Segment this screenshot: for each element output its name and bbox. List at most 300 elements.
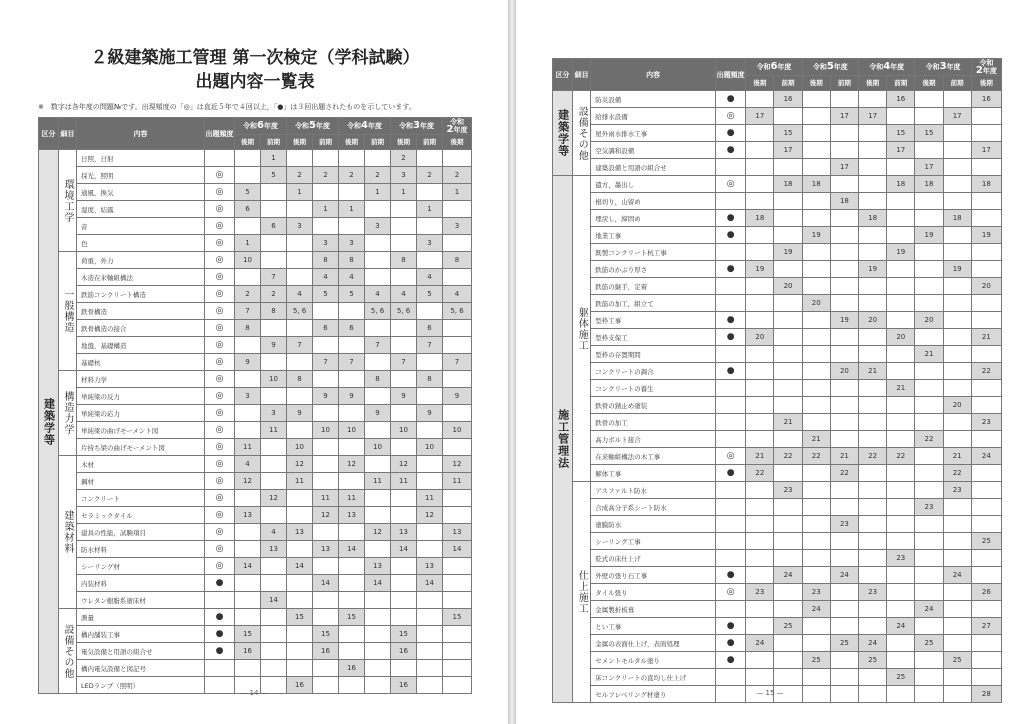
- question-number: [235, 150, 261, 167]
- table-row: [39, 507, 472, 524]
- question-number: 18: [859, 210, 887, 227]
- topic-label: 防災設備: [591, 91, 716, 108]
- frequency-mark: [205, 592, 235, 609]
- question-number: [339, 575, 365, 592]
- question-number: 23: [859, 584, 887, 601]
- question-number: [943, 227, 971, 244]
- question-number: 11: [287, 473, 313, 490]
- header-term: 後期: [802, 76, 830, 91]
- question-number: [287, 354, 313, 371]
- question-number: [443, 337, 472, 354]
- topic-label: 合成高分子系シート防水: [591, 499, 716, 516]
- question-number: [915, 652, 943, 669]
- question-number: [830, 618, 858, 635]
- topic-label: 防水材料: [77, 541, 205, 558]
- question-number: 12: [261, 490, 287, 507]
- question-number: [287, 507, 313, 524]
- year-suffix: 年度: [946, 63, 961, 71]
- question-number: [339, 405, 365, 422]
- question-number: [887, 193, 915, 210]
- frequency-mark: ●: [716, 618, 746, 635]
- header-naiyou: 内容: [77, 118, 205, 150]
- question-number: [746, 312, 774, 329]
- frequency-mark: ●: [716, 91, 746, 108]
- question-number: 8: [365, 371, 391, 388]
- question-number: [830, 550, 858, 567]
- frequency-mark: ◎: [205, 337, 235, 354]
- question-number: [417, 643, 443, 660]
- question-number: [859, 567, 887, 584]
- question-number: [313, 439, 339, 456]
- question-number: 12: [313, 507, 339, 524]
- question-number: 24: [802, 601, 830, 618]
- year-suffix: 年度: [890, 63, 905, 71]
- question-number: 18: [746, 210, 774, 227]
- question-number: 10: [417, 439, 443, 456]
- table-row: [39, 592, 472, 609]
- frequency-mark: [716, 550, 746, 567]
- question-number: [287, 252, 313, 269]
- page-number: — 15 —: [756, 689, 784, 697]
- question-number: [802, 210, 830, 227]
- question-number: [287, 388, 313, 405]
- question-number: [943, 91, 971, 108]
- year-suffix: 年度: [419, 122, 434, 130]
- question-number: [746, 380, 774, 397]
- table-row: [553, 261, 1002, 278]
- question-number: 7: [417, 337, 443, 354]
- question-number: [417, 541, 443, 558]
- question-number: [915, 244, 943, 261]
- question-number: [943, 125, 971, 142]
- question-number: 23: [943, 482, 971, 499]
- question-number: [802, 397, 830, 414]
- question-number: [830, 431, 858, 448]
- question-number: [830, 380, 858, 397]
- question-number: 16: [339, 660, 365, 677]
- topic-label: セメントモルタル塗り: [591, 652, 716, 669]
- question-number: 20: [802, 295, 830, 312]
- frequency-mark: ◎: [205, 507, 235, 524]
- question-number: [943, 295, 971, 312]
- table-row: [39, 558, 472, 575]
- question-number: [830, 91, 858, 108]
- question-number: [859, 91, 887, 108]
- question-number: [830, 295, 858, 312]
- table-row: [553, 210, 1002, 227]
- table-row: [553, 499, 1002, 516]
- table-row: [39, 303, 472, 320]
- question-number: [887, 159, 915, 176]
- table-row: [553, 380, 1002, 397]
- question-number: [859, 550, 887, 567]
- frequency-mark: ◎: [205, 252, 235, 269]
- question-number: [313, 337, 339, 354]
- question-number: 8: [391, 252, 417, 269]
- table-row: [39, 269, 472, 286]
- question-number: [287, 269, 313, 286]
- topic-label: 内装材料: [77, 575, 205, 592]
- question-number: 18: [887, 176, 915, 193]
- table-row: [39, 201, 472, 218]
- question-number: [971, 516, 1001, 533]
- question-number: 15: [915, 125, 943, 142]
- frequency-mark: [716, 431, 746, 448]
- topic-label: 建築設備と用語の組合せ: [591, 159, 716, 176]
- question-number: [802, 142, 830, 159]
- question-number: 25: [943, 652, 971, 669]
- question-number: [774, 431, 802, 448]
- question-number: [915, 567, 943, 584]
- question-number: [339, 592, 365, 609]
- question-number: [802, 125, 830, 142]
- topic-label: セルフレベリング材塗り: [591, 686, 716, 703]
- question-number: [313, 592, 339, 609]
- question-number: 21: [971, 329, 1001, 346]
- question-number: [287, 643, 313, 660]
- question-number: 20: [943, 397, 971, 414]
- question-number: [417, 303, 443, 320]
- question-number: 9: [313, 388, 339, 405]
- question-number: [313, 218, 339, 235]
- question-number: 3: [365, 218, 391, 235]
- question-number: [746, 516, 774, 533]
- table-row: [553, 482, 1002, 499]
- question-number: [971, 669, 1001, 686]
- question-number: [830, 244, 858, 261]
- question-number: [417, 184, 443, 201]
- header-year: [971, 59, 1001, 76]
- question-number: [830, 329, 858, 346]
- question-number: [802, 346, 830, 363]
- question-number: [746, 244, 774, 261]
- question-number: 21: [943, 448, 971, 465]
- question-number: [915, 533, 943, 550]
- question-number: [746, 550, 774, 567]
- question-number: 24: [943, 567, 971, 584]
- frequency-mark: [205, 660, 235, 677]
- question-number: 24: [915, 601, 943, 618]
- question-number: 14: [261, 592, 287, 609]
- question-number: 14: [365, 575, 391, 592]
- year-number: 6: [257, 120, 264, 131]
- header-year: [443, 118, 472, 135]
- question-number: 25: [859, 652, 887, 669]
- question-number: [971, 295, 1001, 312]
- question-number: [365, 354, 391, 371]
- question-number: [859, 482, 887, 499]
- year-number: 3: [413, 120, 420, 131]
- frequency-mark: ●: [716, 227, 746, 244]
- question-number: [365, 320, 391, 337]
- table-row: [39, 660, 472, 677]
- question-number: 11: [417, 490, 443, 507]
- question-number: [830, 533, 858, 550]
- question-number: [417, 609, 443, 626]
- question-number: 20: [887, 329, 915, 346]
- question-number: [971, 380, 1001, 397]
- header-term: 後期: [391, 135, 417, 150]
- question-number: [859, 380, 887, 397]
- exam-table-left: [38, 117, 472, 694]
- question-number: [746, 227, 774, 244]
- question-number: [313, 456, 339, 473]
- topic-label: 片持ち梁の曲げモーメント図: [77, 439, 205, 456]
- frequency-mark: [716, 669, 746, 686]
- question-number: [887, 414, 915, 431]
- question-number: [859, 329, 887, 346]
- header-naiyou: 内容: [591, 59, 716, 91]
- year-era: 令和: [399, 122, 414, 130]
- question-number: 9: [391, 388, 417, 405]
- question-number: [443, 235, 472, 252]
- question-number: [391, 507, 417, 524]
- question-number: 15: [887, 125, 915, 142]
- topic-label: 単純梁の応力: [77, 405, 205, 422]
- question-number: 16: [391, 643, 417, 660]
- question-number: 7: [287, 337, 313, 354]
- question-number: 8: [417, 371, 443, 388]
- table-row: [39, 575, 472, 592]
- header-term: 前期: [830, 76, 858, 91]
- question-number: [313, 473, 339, 490]
- question-number: 7: [313, 354, 339, 371]
- question-number: [746, 346, 774, 363]
- year-suffix: 年度: [263, 122, 278, 130]
- table-row: [39, 524, 472, 541]
- question-number: [943, 601, 971, 618]
- question-number: [830, 278, 858, 295]
- question-number: [943, 244, 971, 261]
- header-row: [39, 118, 472, 135]
- frequency-mark: ◎: [205, 303, 235, 320]
- question-number: 21: [830, 448, 858, 465]
- question-number: [943, 414, 971, 431]
- year-suffix: 年度: [453, 126, 468, 134]
- topic-label: アスファルト防水: [591, 482, 716, 499]
- question-number: [830, 414, 858, 431]
- question-number: 3: [313, 235, 339, 252]
- question-number: [943, 193, 971, 210]
- year-number: 5: [826, 61, 834, 72]
- question-number: 6: [417, 320, 443, 337]
- question-number: 12: [391, 456, 417, 473]
- question-number: 23: [802, 584, 830, 601]
- question-number: 21: [802, 431, 830, 448]
- question-number: 4: [313, 269, 339, 286]
- question-number: [235, 541, 261, 558]
- question-number: [774, 584, 802, 601]
- table-row: [39, 337, 472, 354]
- question-number: [887, 567, 915, 584]
- question-number: 20: [915, 312, 943, 329]
- topic-label: 金属の表面仕上げ，表面処理: [591, 635, 716, 652]
- question-number: [774, 499, 802, 516]
- question-number: 19: [774, 244, 802, 261]
- question-number: [887, 482, 915, 499]
- question-number: [802, 363, 830, 380]
- question-number: [365, 507, 391, 524]
- question-number: [915, 142, 943, 159]
- question-number: [971, 397, 1001, 414]
- table-row: [39, 354, 472, 371]
- question-number: [774, 346, 802, 363]
- year-suffix: 年度: [777, 63, 792, 71]
- question-number: 2: [443, 167, 472, 184]
- topic-label: 鉄筋の加工，組立て: [591, 295, 716, 312]
- question-number: 20: [746, 329, 774, 346]
- frequency-mark: ◎: [205, 235, 235, 252]
- question-number: [261, 609, 287, 626]
- question-number: [802, 108, 830, 125]
- question-number: 17: [859, 108, 887, 125]
- question-number: [774, 652, 802, 669]
- topic-label: 荷重，外力: [77, 252, 205, 269]
- frequency-mark: ◎: [205, 218, 235, 235]
- frequency-mark: ●: [716, 312, 746, 329]
- topic-label: 鉄筋のかぶり厚さ: [591, 261, 716, 278]
- question-number: [915, 278, 943, 295]
- question-number: [859, 465, 887, 482]
- question-number: [746, 499, 774, 516]
- table-row: [553, 244, 1002, 261]
- question-number: [443, 320, 472, 337]
- header-saimoku: 細目: [59, 118, 77, 150]
- question-number: [915, 295, 943, 312]
- question-number: [339, 439, 365, 456]
- year-era: 令和: [869, 63, 884, 71]
- question-number: [443, 558, 472, 575]
- year-number: 4: [883, 61, 891, 72]
- question-number: [339, 643, 365, 660]
- frequency-mark: ◎: [205, 269, 235, 286]
- question-number: [365, 660, 391, 677]
- question-number: [859, 295, 887, 312]
- frequency-mark: ◎: [205, 405, 235, 422]
- question-number: [443, 201, 472, 218]
- question-number: [943, 618, 971, 635]
- question-number: 12: [287, 456, 313, 473]
- question-number: 10: [339, 422, 365, 439]
- question-number: [443, 643, 472, 660]
- header-row: [553, 59, 1002, 76]
- frequency-mark: [716, 397, 746, 414]
- header-term: 前期: [943, 76, 971, 91]
- question-number: [830, 142, 858, 159]
- table-row: [553, 91, 1002, 108]
- page-title-line1: ２級建築施工管理 第一次検定（学科試験）: [90, 48, 420, 68]
- question-number: [802, 499, 830, 516]
- question-number: 7: [391, 354, 417, 371]
- question-number: [391, 320, 417, 337]
- question-number: [746, 567, 774, 584]
- topic-label: 塗膜防水: [591, 516, 716, 533]
- question-number: 13: [417, 558, 443, 575]
- question-number: [365, 626, 391, 643]
- question-number: 19: [915, 227, 943, 244]
- question-number: 10: [365, 439, 391, 456]
- question-number: 3: [443, 218, 472, 235]
- question-number: [887, 601, 915, 618]
- question-number: [943, 363, 971, 380]
- topic-label: 構内電気設備と図記号: [77, 660, 205, 677]
- question-number: 12: [443, 456, 472, 473]
- question-number: [971, 244, 1001, 261]
- question-number: 19: [971, 227, 1001, 244]
- question-number: 16: [287, 677, 313, 694]
- question-number: [830, 346, 858, 363]
- question-number: [417, 473, 443, 490]
- question-number: [887, 363, 915, 380]
- subcategory-cell: 仕上施工: [573, 482, 591, 703]
- question-number: 10: [313, 422, 339, 439]
- year-suffix: 年度: [367, 122, 382, 130]
- topic-label: 型枠支保工: [591, 329, 716, 346]
- question-number: [943, 584, 971, 601]
- question-number: [391, 575, 417, 592]
- question-number: [235, 337, 261, 354]
- question-number: 13: [365, 558, 391, 575]
- frequency-mark: ●: [205, 609, 235, 626]
- table-row: [39, 235, 472, 252]
- year-era: 令和: [295, 122, 310, 130]
- question-number: 13: [261, 541, 287, 558]
- question-number: [365, 643, 391, 660]
- question-number: 15: [391, 626, 417, 643]
- topic-label: 地業工事: [591, 227, 716, 244]
- table-row: [553, 108, 1002, 125]
- question-number: [774, 635, 802, 652]
- question-number: 2: [365, 167, 391, 184]
- question-number: [391, 269, 417, 286]
- question-number: 13: [287, 524, 313, 541]
- topic-label: 木材: [77, 456, 205, 473]
- question-number: [417, 626, 443, 643]
- question-number: [971, 210, 1001, 227]
- frequency-mark: ◎: [205, 201, 235, 218]
- table-row: [553, 312, 1002, 329]
- question-number: [802, 516, 830, 533]
- frequency-mark: ◎: [205, 490, 235, 507]
- question-number: [830, 176, 858, 193]
- question-number: [774, 601, 802, 618]
- question-number: [235, 218, 261, 235]
- question-number: 25: [971, 533, 1001, 550]
- question-number: [746, 295, 774, 312]
- topic-label: 音: [77, 218, 205, 235]
- question-number: [802, 278, 830, 295]
- topic-label: 給排水設備: [591, 108, 716, 125]
- question-number: [802, 618, 830, 635]
- question-number: [365, 456, 391, 473]
- table-row: [553, 414, 1002, 431]
- question-number: [339, 558, 365, 575]
- question-number: 5, 6: [365, 303, 391, 320]
- question-number: 7: [261, 269, 287, 286]
- question-number: [859, 193, 887, 210]
- question-number: [859, 176, 887, 193]
- header-term: 前期: [313, 135, 339, 150]
- question-number: [313, 405, 339, 422]
- question-number: [943, 346, 971, 363]
- question-number: [915, 397, 943, 414]
- question-number: 20: [830, 363, 858, 380]
- question-number: [235, 167, 261, 184]
- subcategory-cell: 設備その他: [573, 91, 591, 176]
- question-number: 14: [391, 541, 417, 558]
- question-number: [971, 652, 1001, 669]
- question-number: [339, 371, 365, 388]
